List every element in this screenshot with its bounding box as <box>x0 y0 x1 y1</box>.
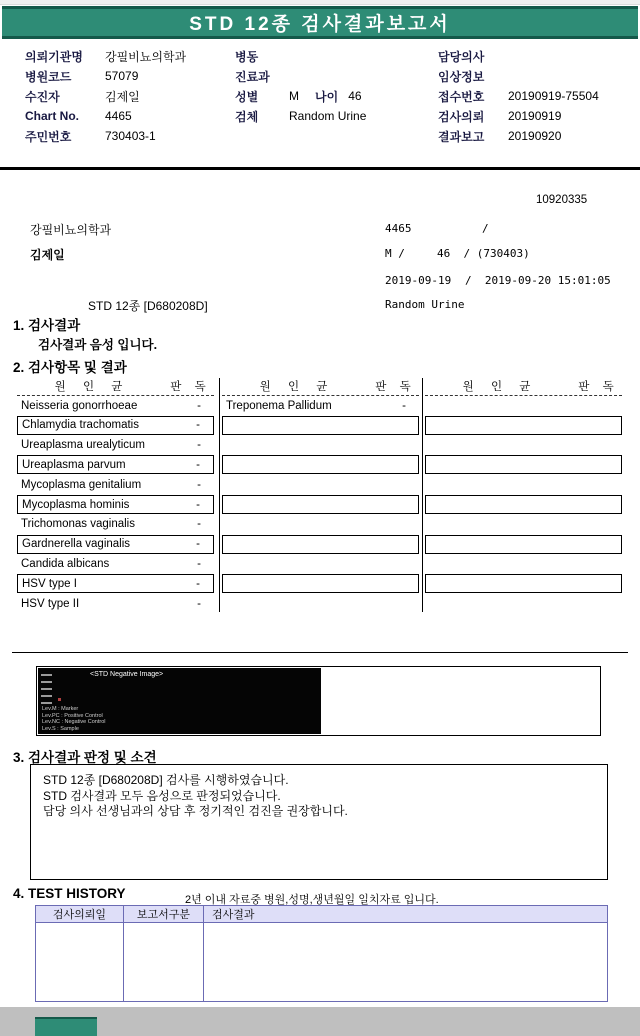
section-4-heading: 4. TEST HISTORY <box>13 886 126 901</box>
std-result-row <box>425 495 622 514</box>
field-label: 진료과 <box>235 69 270 84</box>
hospital-name: 강필비뇨의학과 <box>30 223 112 237</box>
std-result-row <box>425 436 622 455</box>
field-value: 730403-1 <box>105 129 156 143</box>
history-header-row <box>36 906 607 923</box>
field-value: 57079 <box>105 69 139 83</box>
std-result-row <box>425 515 622 534</box>
organism-name: Mycoplasma genitalium <box>21 478 142 491</box>
std-results-table <box>15 376 627 616</box>
info-row <box>25 46 231 66</box>
std-result-row <box>17 515 214 534</box>
info-column-right <box>438 46 638 146</box>
std-table-group <box>425 376 622 616</box>
std-result-row <box>17 574 214 593</box>
history-empty-cell <box>124 923 204 1001</box>
field-label: 의뢰기관명 <box>25 49 83 64</box>
std-table-header-row <box>222 376 419 396</box>
field-label: 성별 <box>235 89 259 104</box>
negative-image-legend <box>42 706 105 732</box>
organism-name: Gardnerella vaginalis <box>22 538 131 551</box>
std-result-row <box>222 416 419 435</box>
std-result-row <box>222 535 419 554</box>
field-label: 결과보고 <box>438 129 485 144</box>
organism-name: Chlamydia trachomatis <box>22 419 139 432</box>
info-row <box>25 86 231 106</box>
report-title-banner <box>2 6 638 39</box>
std-result-row <box>222 455 419 474</box>
field-label: 접수번호 <box>438 89 485 104</box>
opinion-line: STD 검사결과 모두 음성으로 판정되었습니다. <box>43 788 281 803</box>
info-row <box>438 106 638 126</box>
field-value: M <box>289 89 299 103</box>
std-result-row <box>222 554 419 573</box>
organism-name: HSV type I <box>22 577 77 590</box>
history-header-cell: 보고서구분 <box>124 906 204 923</box>
specimen-type: Random Urine <box>385 298 465 311</box>
table-group-separator <box>219 378 220 612</box>
std-result-row <box>222 475 419 494</box>
info-row <box>438 126 638 146</box>
info-row <box>25 126 231 146</box>
field-label: 병동 <box>235 49 259 64</box>
opinion-line: 담당 의사 선생님과의 상담 후 정기적인 검진을 권장합니다. <box>43 804 348 818</box>
info-row <box>438 86 638 106</box>
organism-name: Candida albicans <box>21 557 110 570</box>
organism-name: Ureaplasma urealyticum <box>21 439 145 452</box>
reading-value: - <box>196 538 200 551</box>
reading-value: - <box>196 577 200 590</box>
footer-area <box>0 1007 640 1036</box>
gel-lane-marker <box>41 674 52 676</box>
std-result-row <box>17 594 214 613</box>
std-result-row <box>222 396 419 415</box>
history-empty-cell <box>36 923 124 1001</box>
std-result-row <box>425 416 622 435</box>
patient-name: 김제일 <box>30 248 65 262</box>
opinion-line: STD 12종 [D680208D] 검사를 시행하였습니다. <box>43 773 289 787</box>
info-row <box>438 46 638 66</box>
reading-value: - <box>197 518 201 531</box>
organism-name: Mycoplasma hominis <box>22 498 130 511</box>
field-value: 20190919 <box>508 109 562 123</box>
section-3-heading: 3. 검사결과 판정 및 소견 <box>13 750 157 765</box>
negative-image-frame <box>36 666 601 736</box>
reading-value: - <box>196 419 200 432</box>
std-result-row <box>17 495 214 514</box>
std-result-row <box>222 495 419 514</box>
gel-band-mark <box>58 698 61 701</box>
field-value: 46 <box>348 89 362 103</box>
field-value: 4465 <box>105 109 132 123</box>
history-empty-row <box>36 923 607 1001</box>
report-title: STD 12종 검사결과보고서 <box>189 14 451 35</box>
gel-lane-marker <box>41 702 52 704</box>
std-result-row <box>425 554 622 573</box>
std-table-group <box>222 376 419 616</box>
reading-value: - <box>197 399 201 412</box>
gel-lane-marker <box>41 695 52 697</box>
request-date: 2019-09-19 <box>385 274 452 287</box>
field-label: 수진자 <box>25 89 60 104</box>
field-value: 김제일 <box>105 89 140 104</box>
reading-value: - <box>197 597 201 610</box>
field-label: 나이 <box>315 89 339 104</box>
field-label: 담당의사 <box>438 49 485 64</box>
std-table-header-row <box>17 376 214 396</box>
organism-name: HSV type II <box>21 597 80 610</box>
field-label: 검체 <box>235 109 259 124</box>
organism-column-header: 원 인 균 <box>462 380 538 393</box>
std-result-row <box>425 396 622 415</box>
section-divider <box>0 167 640 170</box>
legend-line: Lev.M : Marker <box>42 706 79 712</box>
organism-name: Trichomonas vaginalis <box>21 518 135 531</box>
section-1-heading: 1. 검사결과 <box>13 318 81 333</box>
info-row <box>438 66 638 86</box>
std-result-row <box>17 416 214 435</box>
reading-value: - <box>196 458 200 471</box>
reading-column-header: 판 독 <box>170 380 211 393</box>
result-summary: 검사결과 음성 입니다. <box>38 338 158 352</box>
chart-number: 4465 <box>385 222 412 235</box>
history-empty-cell <box>204 923 607 1001</box>
std-result-row <box>425 535 622 554</box>
std-result-row <box>425 455 622 474</box>
std-result-row <box>17 455 214 474</box>
info-row <box>235 106 435 126</box>
section-2-heading: 2. 검사항목 및 결과 <box>13 360 127 375</box>
std-result-row <box>17 436 214 455</box>
std-result-row <box>222 436 419 455</box>
organism-name: Ureaplasma parvum <box>22 458 126 471</box>
std-result-row <box>222 515 419 534</box>
gel-lane-marker <box>41 681 52 683</box>
std-result-row <box>222 574 419 593</box>
legend-line: Lev.S : Sample <box>42 725 79 732</box>
opinion-box <box>30 764 608 880</box>
field-label: 주민번호 <box>25 129 72 144</box>
reading-value: - <box>197 557 201 570</box>
patient-info-section <box>0 46 640 166</box>
gel-lane-marker <box>41 688 52 690</box>
negative-image-title: <STD Negative Image> <box>90 671 164 678</box>
organism-name: Treponema Pallidum <box>226 399 332 412</box>
info-column-left <box>25 46 231 146</box>
std-result-row <box>425 594 622 613</box>
patient-sex: M / <box>385 247 405 260</box>
reading-column-header: 판 독 <box>578 380 619 393</box>
field-label: 임상정보 <box>438 69 485 84</box>
info-row <box>235 46 435 66</box>
field-value: 강필비뇨의학과 <box>105 49 187 64</box>
reading-value: - <box>197 439 201 452</box>
info-column-middle <box>235 46 435 126</box>
image-section-divider <box>12 652 628 653</box>
field-label: Chart No. <box>25 109 79 123</box>
patient-age-birth: 46 / (730403) <box>437 247 530 260</box>
std-table-group <box>17 376 214 616</box>
reading-column-header: 판 독 <box>375 380 416 393</box>
test-name: STD 12종 [D680208D] <box>88 299 208 313</box>
history-note: 2년 이내 자료중 병원,성명,생년월일 일치자료 입니다. <box>185 894 439 906</box>
std-result-row <box>222 594 419 613</box>
info-row <box>235 66 435 86</box>
field-value: 20190920 <box>508 129 562 143</box>
std-result-row <box>17 396 214 415</box>
report-datetime: / 2019-09-20 15:01:05 <box>465 274 611 287</box>
field-label: 병원코드 <box>25 69 72 84</box>
history-header-cell: 검사결과 <box>204 906 607 923</box>
std-result-row <box>425 574 622 593</box>
legend-line: Lev.PC : Positive Control <box>42 712 103 719</box>
reading-value: - <box>402 399 406 412</box>
organism-column-header: 원 인 균 <box>54 380 130 393</box>
reading-value: - <box>197 478 201 491</box>
negative-image <box>38 668 321 734</box>
std-result-row <box>17 475 214 494</box>
reading-value: - <box>196 498 200 511</box>
table-group-separator <box>422 378 423 612</box>
info-row <box>25 66 231 86</box>
organism-column-header: 원 인 균 <box>259 380 335 393</box>
std-result-row <box>17 535 214 554</box>
chart-slash: / <box>482 222 489 235</box>
info-row <box>235 86 435 106</box>
info-row <box>25 106 231 126</box>
field-value: 20190919-75504 <box>508 89 599 103</box>
field-value: Random Urine <box>289 109 367 123</box>
doc-number: 10920335 <box>536 194 588 206</box>
history-table <box>35 905 608 1002</box>
std-result-row <box>17 554 214 573</box>
organism-name: Neisseria gonorrhoeae <box>21 399 138 412</box>
std-table-header-row <box>425 376 622 396</box>
std-result-row <box>425 475 622 494</box>
next-page-banner <box>35 1017 97 1036</box>
top-strip <box>0 0 640 5</box>
legend-line: Lev.NC : Negative Control <box>42 719 106 725</box>
field-label: 검사의뢰 <box>438 109 485 124</box>
history-header-cell: 검사의뢰일 <box>36 906 124 923</box>
